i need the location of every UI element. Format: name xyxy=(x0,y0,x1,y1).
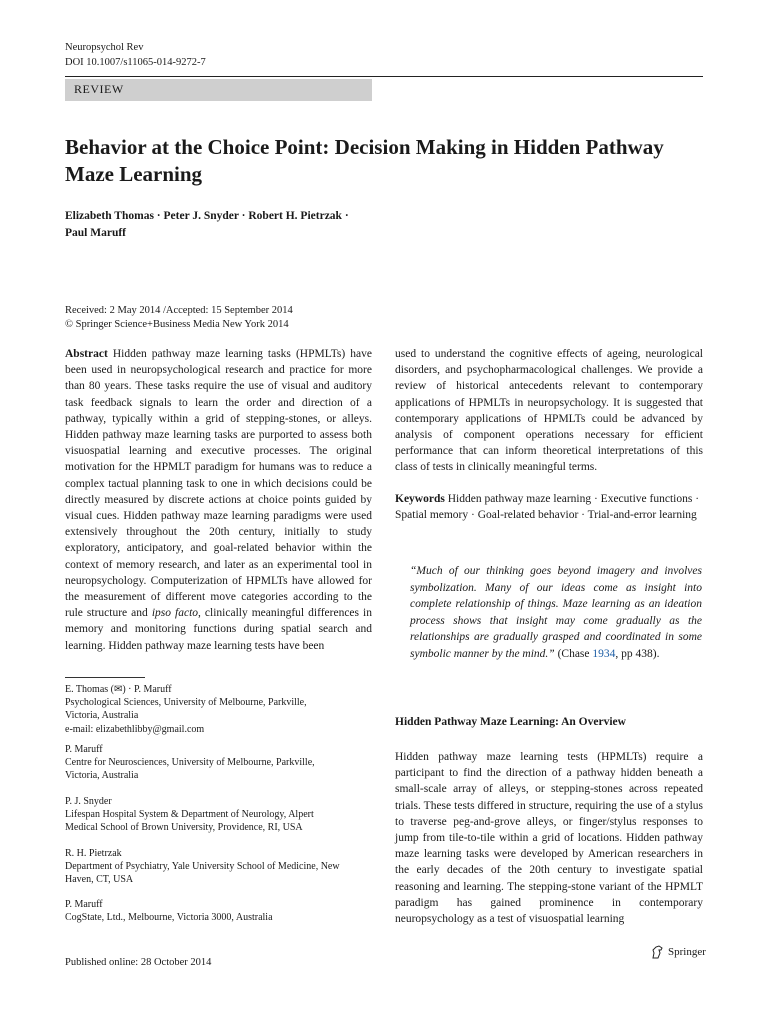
affiliation-line: CogState, Ltd., Melbourne, Victoria 3000, Australia xyxy=(65,912,273,924)
affiliation-line: Centre for Neurosciences, University of Melbourne, Parkville, xyxy=(65,757,315,769)
affiliation-block xyxy=(65,795,365,835)
quote-text: “Much of our thinking goes beyond imagery and involves symbolization. Many of our ideas come as insight into complete relationship of things. Maze learning as an ideation process shows that insight may come gradually as the relationships are gradually grasped and coordinated in some symbolic manner by the mind.” xyxy=(410,565,702,660)
keywords-text: Hidden pathway maze learning · Executive functions · Spatial memory · Goal-related behavior · Trial-and-error learning xyxy=(395,493,700,522)
header-rule xyxy=(65,76,703,77)
keywords xyxy=(395,491,703,523)
received-dates: Received: 2 May 2014 /Accepted: 15 September 2014 xyxy=(65,305,293,316)
doi[interactable]: DOI 10.1007/s11065-014-9272-7 xyxy=(65,57,206,68)
abstract-tail: , clinically meaningful differences in memory and monitoring functions during spatial search and learning. Hidden pathway maze learning tests have been xyxy=(65,607,372,652)
abstract-left xyxy=(65,346,372,654)
journal-name: Neuropsychol Rev xyxy=(65,42,144,53)
affiliation-line: E. Thomas (✉) · P. Maruff xyxy=(65,684,172,695)
affiliation-line: Psychological Sciences, University of Melbourne, Parkville, xyxy=(65,697,307,709)
epigraph-quote xyxy=(410,563,702,662)
publisher-logo xyxy=(651,945,706,959)
section-label: REVIEW xyxy=(74,82,124,96)
affiliation-block xyxy=(65,743,365,783)
quote-citation-link[interactable]: 1934 xyxy=(592,647,616,660)
published-date: Published online: 28 October 2014 xyxy=(65,957,212,968)
affiliation-line: Victoria, Australia xyxy=(65,710,139,722)
copyright: © Springer Science+Business Media New York 2014 xyxy=(65,319,289,330)
section-heading: Hidden Pathway Maze Learning: An Overview xyxy=(395,716,626,728)
abstract-text: Hidden pathway maze learning tasks (HPMLTs) have been used in neuropsychological research and practice for more than 80 years. These tasks require the use of visual and auditory task feedback signals to learn the order and direction of a pathway, typically within a grid of stepping-stones, or alleys. Hidden pathway maze learning tasks are purported to assess both visuospatial learning and executive processes. The original motivation for the HPMLT paradigm for humans was to reduce a complex tactual planning task to one in which decisions could be directly measured by discrete actions at choice points guided by visual cues. Hidden pathway maze learning paradigms were used extensively throughout the 20th century, initially to study exploratory, anticipatory, and goal-related behavior within the context of memory research, and later as an experimental tool in neuropsychology. Computerization of HPMLTs have allowed for the measurement of different move categories according to the rule structure and xyxy=(65,348,372,620)
abstract-right: used to understand the cognitive effects of ageing, neurological disorders, and psychopharmacological challenges. We provide a review of historical antecedents relevant to contemporary applications of HPMLTs in neuropsychology. It is suggested that contemporary applications of HPMLTs could be advanced by analysis of component operations necessary for efficient performance that can inform theoretical interpretations of this class of tests in clinically meaningful terms. xyxy=(395,348,703,474)
affiliation-line: P. Maruff xyxy=(65,744,103,755)
abstract-label: Abstract xyxy=(65,348,108,360)
affiliation-block xyxy=(65,847,365,887)
affiliation-rule xyxy=(65,677,145,678)
affiliation-line: P. Maruff xyxy=(65,899,103,910)
affiliation-line: Medical School of Brown University, Providence, RI, USA xyxy=(65,822,303,834)
quote-source xyxy=(558,648,660,660)
author-list xyxy=(65,208,385,242)
author-line-2: Paul Maruff xyxy=(65,227,127,239)
article-meta xyxy=(65,304,293,332)
quote-source-post: , pp 438). xyxy=(615,647,660,660)
affiliation-line: Department of Psychiatry, Yale University School of Medicine, New xyxy=(65,861,340,873)
section-body: Hidden pathway maze learning tests (HPMLTs) require a participant to find the direction of a pathway hidden beneath a small-scale array of alleys, or stepping-stones across repeated trials. These tests differed in structure, requiring the use of a stylus to traverse peg-and-grove alleys, or finger/stylus responses to jump from tile-to-tile within a grid of locations. Hidden pathway maze learning tasks were developed by American researchers in the early decades of the 20th century to investigate spatial reasoning and learning. The stepping-stone variant of the HPMLT paradigm has gained prominence in contemporary neuropsychology as a test of visuospatial learning xyxy=(395,751,703,926)
affiliation-email[interactable]: e-mail: elizabethlibby@gmail.com xyxy=(65,723,205,735)
section-label-bar xyxy=(65,79,372,101)
abstract-ipso: ipso facto xyxy=(151,607,199,620)
keywords-label: Keywords xyxy=(395,493,445,505)
affiliation-block xyxy=(65,898,365,924)
article-title: Behavior at the Choice Point: Decision Making in Hidden Pathway Maze Learning xyxy=(65,135,664,186)
affiliation-line: Victoria, Australia xyxy=(65,770,139,782)
publisher-name: Springer xyxy=(668,946,706,958)
affiliation-line: P. J. Snyder xyxy=(65,796,112,807)
affiliation-line: R. H. Pietrzak xyxy=(65,848,122,859)
quote-source-pre: (Chase xyxy=(557,647,593,660)
springer-horse-icon xyxy=(651,945,664,959)
author-line-1: Elizabeth Thomas · Peter J. Snyder · Robert H. Pietrzak · xyxy=(65,210,349,222)
affiliation-block xyxy=(65,683,365,736)
affiliation-line: Lifespan Hospital System & Department of Neurology, Alpert xyxy=(65,809,314,821)
affiliation-line: Haven, CT, USA xyxy=(65,874,134,886)
